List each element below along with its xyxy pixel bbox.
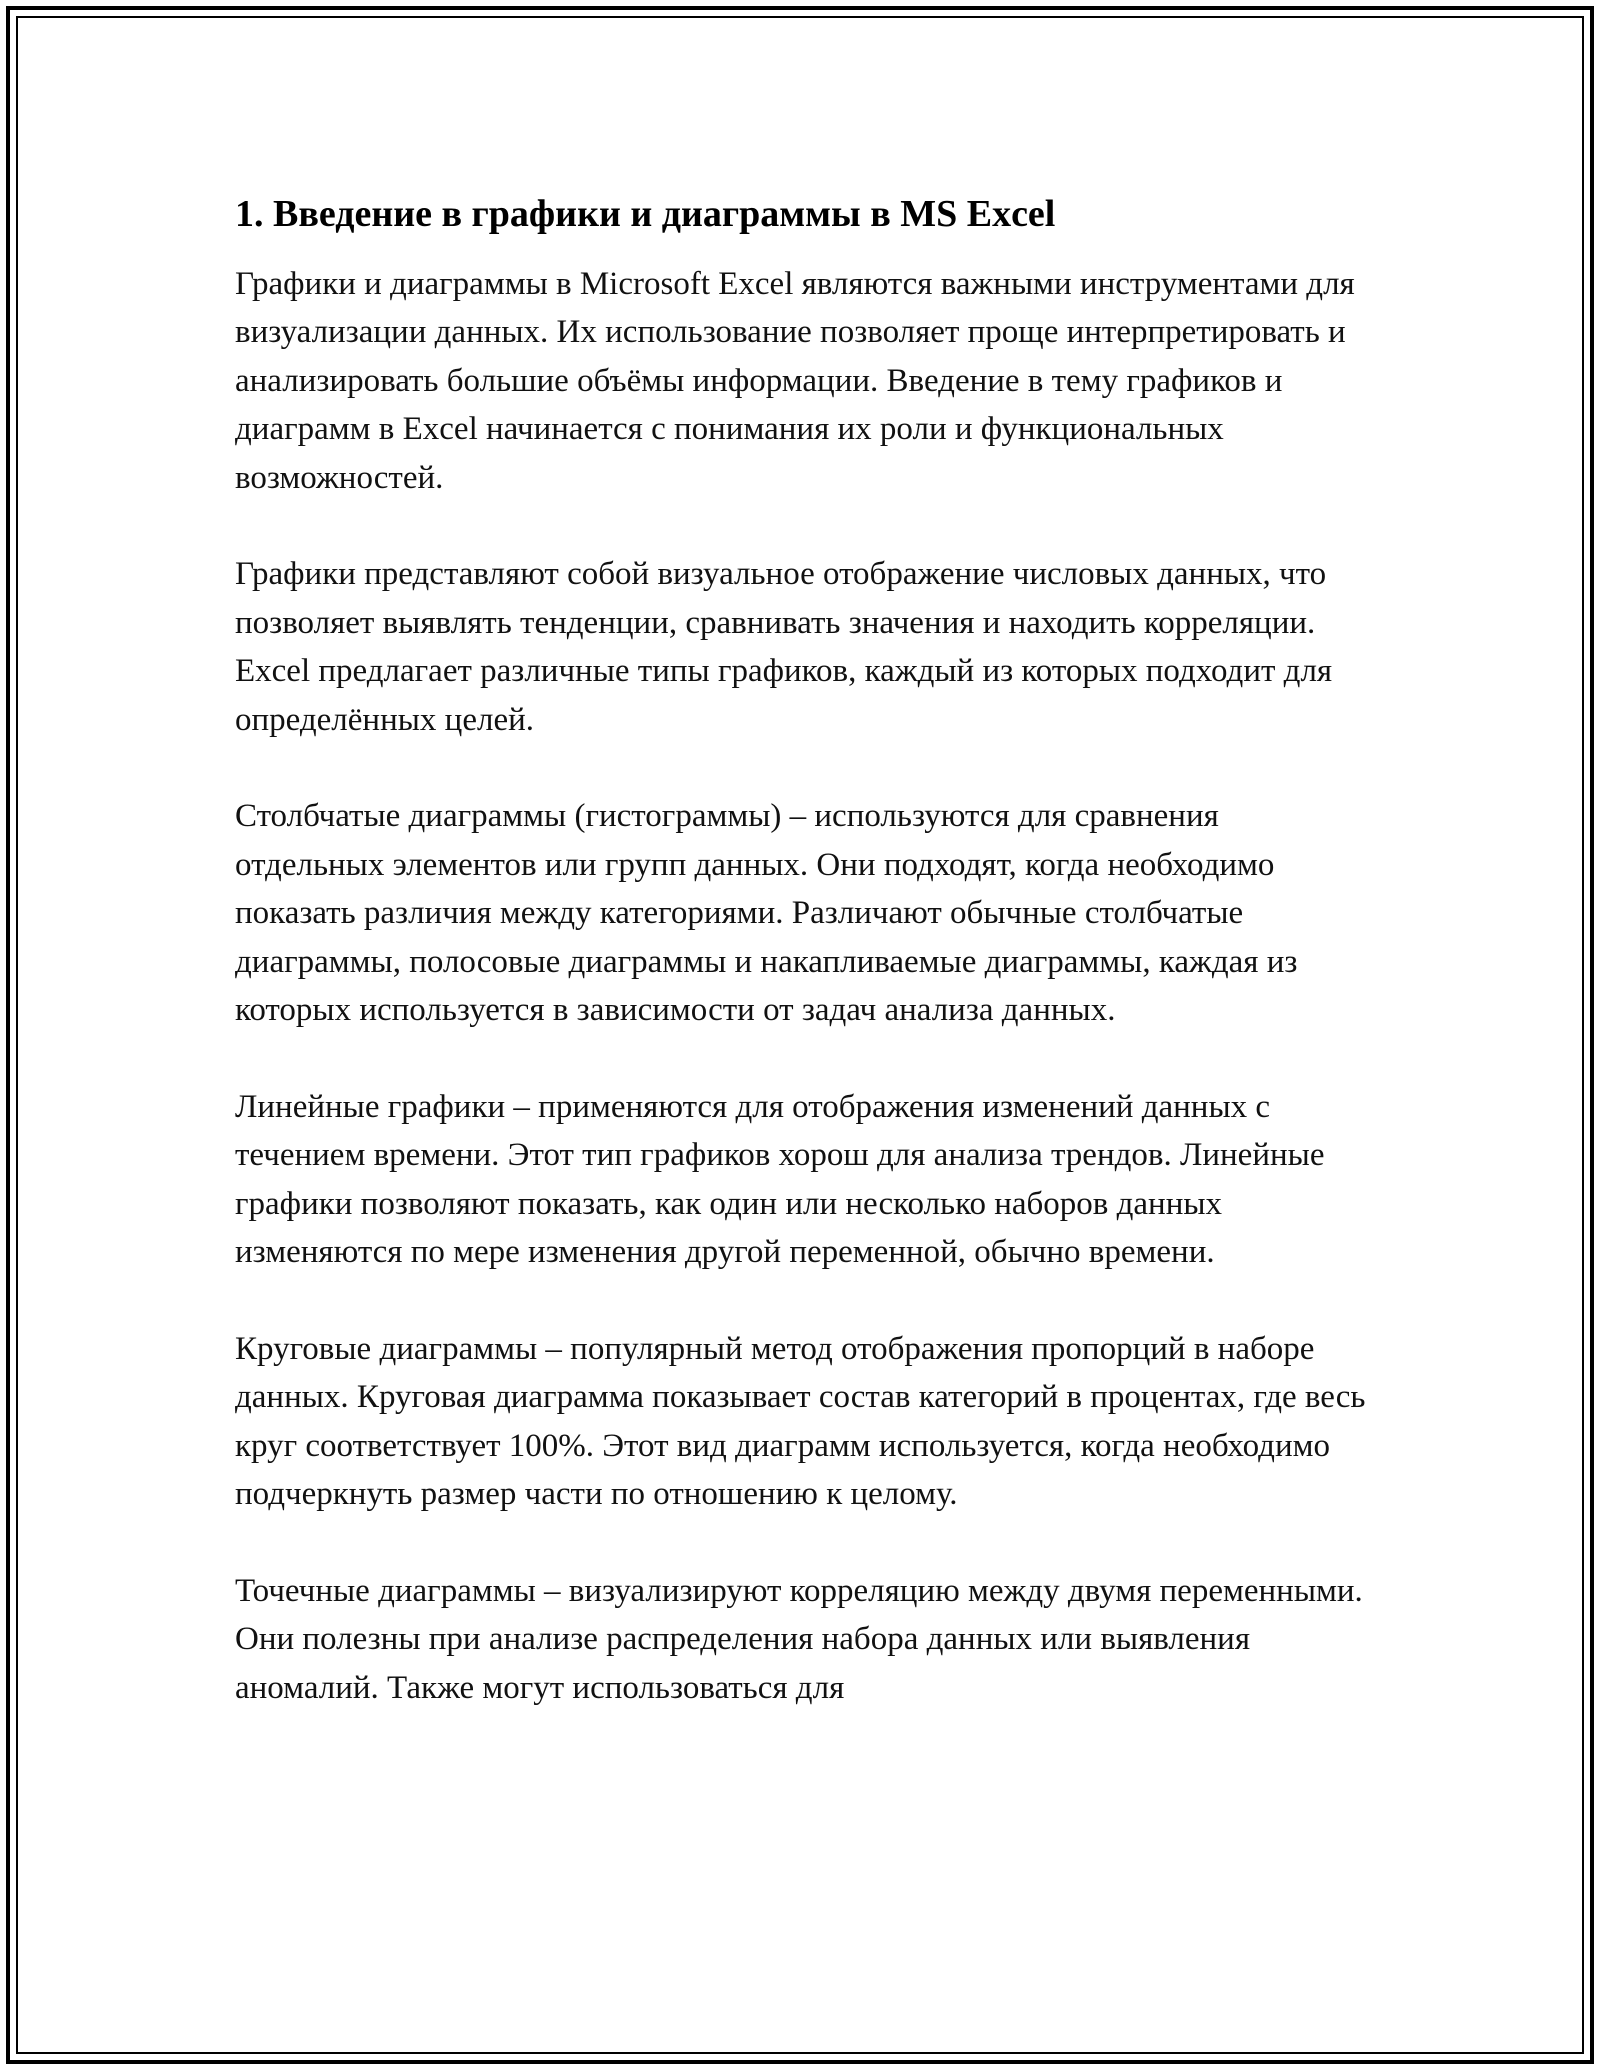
document-body bbox=[235, 188, 1375, 1761]
paragraph-scatter-charts: Точечные диаграммы – визуализируют корреляцию между двумя переменными. Они полезны при анализе распределения набора данных или выявления аномалий. Также могут использоваться для bbox=[235, 1572, 1363, 1706]
paragraph-bar-charts: Столбчатые диаграммы (гистограммы) – используются для сравнения отдельных элементов или групп данных. Они подходят, когда необходимо показать различия между категориями. Различают обычные столбчатые диаграммы, полосовые диаграммы и накапливаемые диаграммы, каждая из которых используется в зависимости от задач анализа данных. bbox=[235, 798, 1298, 1029]
section-heading: 1. Введение в графики и диаграммы в MS Excel bbox=[235, 193, 1056, 235]
paragraph-line-charts: Линейные графики – применяются для отображения изменений данных с течением времени. Этот тип графиков хорош для анализа трендов. Линейные графики позволяют показать, как один или несколько наборов данных изменяются по мере изменения другой переменной, обычно времени. bbox=[235, 1088, 1325, 1271]
paragraph-pie-charts: Круговые диаграммы – популярный метод отображения пропорций в наборе данных. Круговая диаграмма показывает состав категорий в процентах, где весь круг соответствует 100%. Этот вид диаграмм используется, когда необходимо подчеркнуть размер части по отношению к целому. bbox=[235, 1330, 1366, 1513]
paragraph-intro: Графики и диаграммы в Microsoft Excel являются важными инструментами для визуализации данных. Их использование позволяет проще интерпретировать и анализировать большие объёмы информации. Введение в тему графиков и диаграмм в Excel начинается с понимания их роли и функциональных возможностей. bbox=[235, 266, 1355, 496]
paragraph-graphs-definition: Графики представляют собой визуальное отображение числовых данных, что позволяет выявлять тенденции, сравнивать значения и находить корреляции. Excel предлагает различные типы графиков, каждый из которых подходит для определённых целей. bbox=[235, 556, 1333, 738]
